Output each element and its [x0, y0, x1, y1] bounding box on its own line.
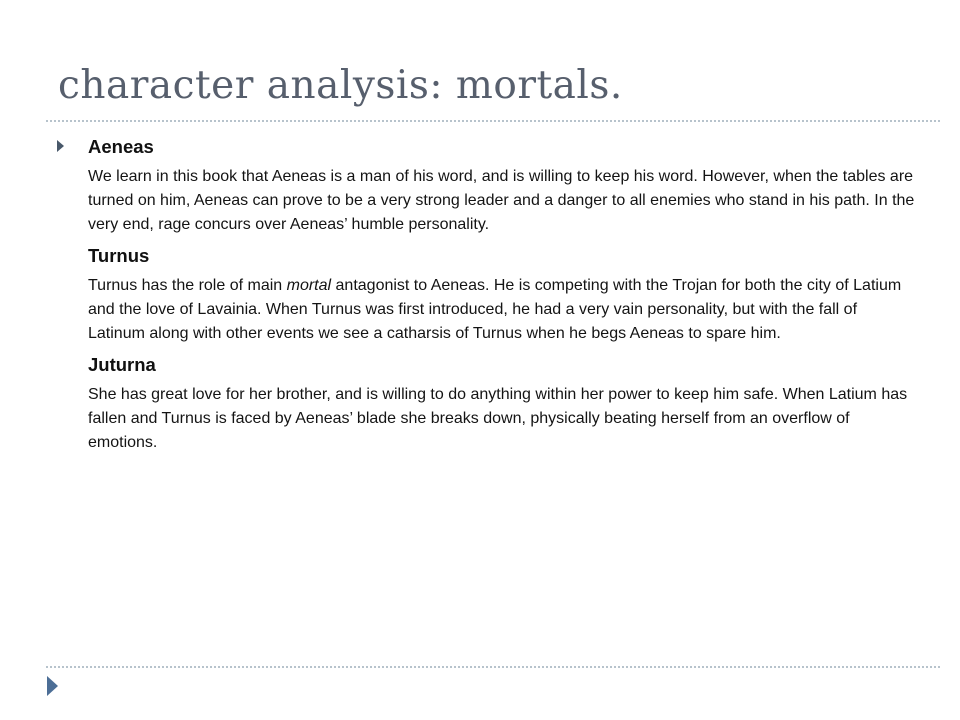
section-heading: Aeneas [88, 136, 154, 157]
title-divider [46, 120, 940, 122]
section-paragraph: We learn in this book that Aeneas is a man of his word, and is willing to keep his word. However, when the tables are turned on him, Aeneas can prove to be a very strong leader and a danger to all enemies who stand in his path. In the very end, rage concurs over Aeneas’ humble personality. [88, 168, 915, 233]
section-juturna [56, 353, 916, 455]
section-heading: Juturna [88, 354, 156, 375]
paragraph-italic-text: mortal [286, 277, 332, 294]
section-paragraph: She has great love for her brother, and is willing to do anything within her power to keep him safe. When Latium has fallen and Turnus is faced by Aeneas’ blade she breaks down, physically beating herself from an overflow of emotions. [88, 386, 908, 451]
triangle-bullet-icon [57, 140, 64, 152]
play-triangle-icon[interactable] [47, 676, 58, 696]
footer-divider [46, 666, 940, 668]
slide-title: character analysis: mortals. [58, 63, 623, 108]
slide-content [56, 135, 916, 462]
section-turnus [56, 244, 916, 346]
section-paragraph [88, 274, 916, 346]
section-heading: Turnus [88, 245, 150, 266]
paragraph-text: Turnus has the role of main [88, 277, 287, 294]
paragraph-text: antagonist to Aeneas. He is competing with the Trojan for both the city of Latium and the love of Lavainia. When Turnus was first introduced, he had a very vain personality, but with the fall of Latinum along with other events we see a catharsis of Turnus when he begs Aeneas to spare him. [88, 277, 902, 342]
section-aeneas [56, 135, 916, 237]
